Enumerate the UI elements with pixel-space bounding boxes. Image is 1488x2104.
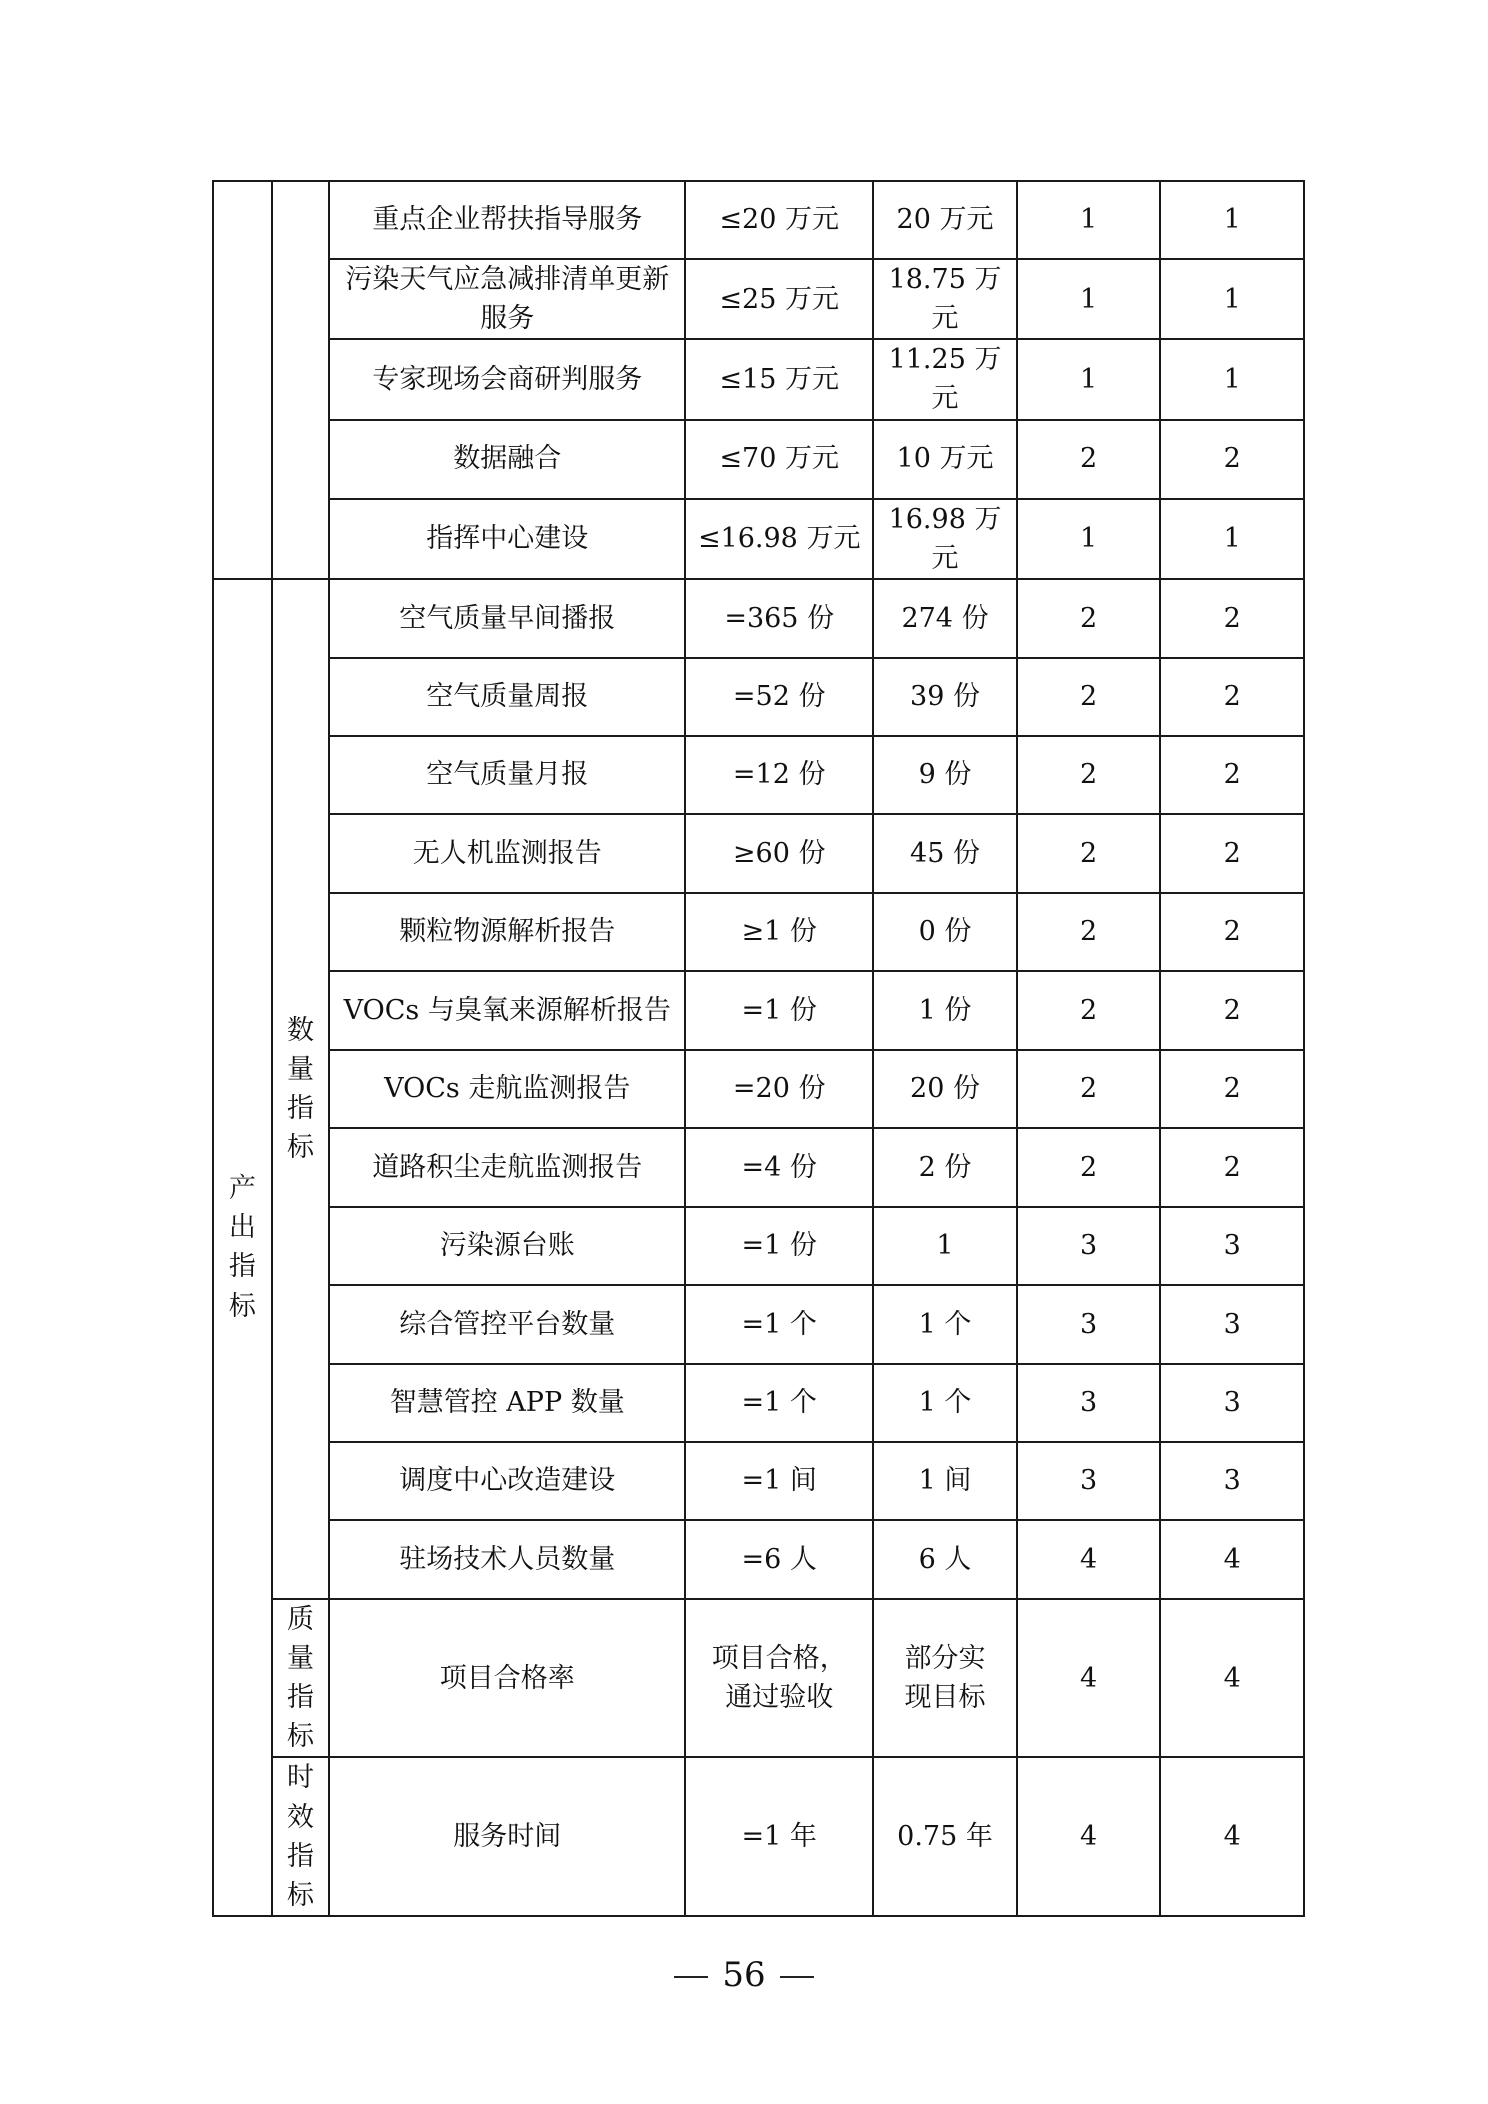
table-row bbox=[213, 499, 1304, 579]
weight-cell: 4 bbox=[1017, 1599, 1161, 1758]
actual-value-cell: 1 个 bbox=[873, 1285, 1017, 1364]
actual-value-cell: 39 份 bbox=[873, 658, 1017, 736]
score-cell: 3 bbox=[1160, 1207, 1304, 1285]
target-value-cell: ≥60 份 bbox=[685, 814, 873, 893]
table-row bbox=[213, 420, 1304, 499]
table-row bbox=[213, 736, 1304, 814]
subcategory-cell-timeliness-label: 时效指标 bbox=[286, 1762, 314, 1911]
indicator-name-cell: 智慧管控 APP 数量 bbox=[329, 1364, 685, 1442]
weight-cell: 2 bbox=[1017, 893, 1161, 971]
table-row bbox=[213, 1207, 1304, 1285]
weight-cell: 3 bbox=[1017, 1442, 1161, 1520]
target-value-cell: ≤25 万元 bbox=[685, 259, 873, 339]
score-cell: 1 bbox=[1160, 259, 1304, 339]
actual-value-cell: 部分实现目标 bbox=[873, 1599, 1017, 1758]
indicator-name-cell: 道路积尘走航监测报告 bbox=[329, 1128, 685, 1207]
actual-value-cell: 9 份 bbox=[873, 736, 1017, 814]
indicator-name-cell: 调度中心改造建设 bbox=[329, 1442, 685, 1520]
table-row bbox=[213, 893, 1304, 971]
table-row bbox=[213, 1285, 1304, 1364]
indicator-name-cell: 综合管控平台数量 bbox=[329, 1285, 685, 1364]
actual-value-cell: 20 万元 bbox=[873, 181, 1017, 259]
actual-value-cell: 11.25 万元 bbox=[873, 339, 1017, 419]
weight-cell: 2 bbox=[1017, 420, 1161, 499]
table-row bbox=[213, 1520, 1304, 1599]
target-value-cell: ≤70 万元 bbox=[685, 420, 873, 499]
table-row bbox=[213, 579, 1304, 658]
target-value-cell: =4 份 bbox=[685, 1128, 873, 1207]
weight-cell: 1 bbox=[1017, 181, 1161, 259]
actual-value-cell: 45 份 bbox=[873, 814, 1017, 893]
actual-value-cell: 10 万元 bbox=[873, 420, 1017, 499]
indicator-name-cell: 项目合格率 bbox=[329, 1599, 685, 1758]
score-cell: 1 bbox=[1160, 339, 1304, 419]
footer-dash-left bbox=[674, 1976, 708, 1978]
target-value-cell: =6 人 bbox=[685, 1520, 873, 1599]
indicator-name-cell: 污染源台账 bbox=[329, 1207, 685, 1285]
indicator-name-cell: 重点企业帮扶指导服务 bbox=[329, 181, 685, 259]
score-cell: 4 bbox=[1160, 1757, 1304, 1916]
indicator-name-cell: 无人机监测报告 bbox=[329, 814, 685, 893]
score-cell: 2 bbox=[1160, 658, 1304, 736]
target-value-cell: =1 份 bbox=[685, 1207, 873, 1285]
page-footer bbox=[0, 1955, 1488, 1995]
target-value-cell: =1 份 bbox=[685, 971, 873, 1050]
category-cell-output bbox=[213, 579, 272, 1916]
indicator-name-cell: 服务时间 bbox=[329, 1757, 685, 1916]
weight-cell: 1 bbox=[1017, 339, 1161, 419]
table-row bbox=[213, 1442, 1304, 1520]
score-cell: 3 bbox=[1160, 1364, 1304, 1442]
category-cell-continued bbox=[213, 181, 272, 579]
table-body bbox=[213, 181, 1304, 1916]
score-cell: 4 bbox=[1160, 1599, 1304, 1758]
table-row bbox=[213, 971, 1304, 1050]
score-cell: 1 bbox=[1160, 181, 1304, 259]
footer-dash-right bbox=[780, 1976, 814, 1978]
weight-cell: 3 bbox=[1017, 1207, 1161, 1285]
table-row bbox=[213, 814, 1304, 893]
subcategory-cell-quality bbox=[272, 1599, 330, 1758]
actual-value-cell: 274 份 bbox=[873, 579, 1017, 658]
target-value-cell: ≤20 万元 bbox=[685, 181, 873, 259]
actual-value-cell: 0.75 年 bbox=[873, 1757, 1017, 1916]
table-row bbox=[213, 339, 1304, 419]
target-value-cell: =1 个 bbox=[685, 1285, 873, 1364]
actual-value-cell: 6 人 bbox=[873, 1520, 1017, 1599]
score-cell: 4 bbox=[1160, 1520, 1304, 1599]
target-value-cell: =1 个 bbox=[685, 1364, 873, 1442]
actual-value-cell: 0 份 bbox=[873, 893, 1017, 971]
weight-cell: 4 bbox=[1017, 1520, 1161, 1599]
score-cell: 2 bbox=[1160, 736, 1304, 814]
target-value-cell: =20 份 bbox=[685, 1050, 873, 1128]
indicator-name-cell: 指挥中心建设 bbox=[329, 499, 685, 579]
indicator-name-cell: 驻场技术人员数量 bbox=[329, 1520, 685, 1599]
table-row bbox=[213, 1128, 1304, 1207]
table-row bbox=[213, 259, 1304, 339]
target-value-cell: =12 份 bbox=[685, 736, 873, 814]
table-row bbox=[213, 1050, 1304, 1128]
weight-cell: 3 bbox=[1017, 1364, 1161, 1442]
weight-cell: 3 bbox=[1017, 1285, 1161, 1364]
indicator-name-cell: 专家现场会商研判服务 bbox=[329, 339, 685, 419]
subcategory-cell-quantity bbox=[272, 579, 330, 1599]
indicator-name-cell: 空气质量月报 bbox=[329, 736, 685, 814]
score-cell: 2 bbox=[1160, 1050, 1304, 1128]
weight-cell: 2 bbox=[1017, 971, 1161, 1050]
indicator-name-cell: 污染天气应急减排清单更新服务 bbox=[329, 259, 685, 339]
weight-cell: 1 bbox=[1017, 259, 1161, 339]
indicator-name-cell: 空气质量早间播报 bbox=[329, 579, 685, 658]
target-value-cell: =52 份 bbox=[685, 658, 873, 736]
page-number: 56 bbox=[722, 1955, 766, 1995]
score-cell: 1 bbox=[1160, 499, 1304, 579]
actual-value-cell: 2 份 bbox=[873, 1128, 1017, 1207]
score-cell: 2 bbox=[1160, 579, 1304, 658]
weight-cell: 2 bbox=[1017, 658, 1161, 736]
weight-cell: 1 bbox=[1017, 499, 1161, 579]
weight-cell: 2 bbox=[1017, 736, 1161, 814]
actual-value-cell: 1 bbox=[873, 1207, 1017, 1285]
weight-cell: 2 bbox=[1017, 579, 1161, 658]
score-cell: 3 bbox=[1160, 1442, 1304, 1520]
indicator-name-cell: VOCs 与臭氧来源解析报告 bbox=[329, 971, 685, 1050]
subcategory-cell-timeliness bbox=[272, 1757, 330, 1916]
table-row bbox=[213, 1599, 1304, 1758]
subcategory-cell-quantity-label: 数量指标 bbox=[286, 1014, 314, 1163]
actual-value-cell: 18.75 万元 bbox=[873, 259, 1017, 339]
score-cell: 2 bbox=[1160, 893, 1304, 971]
indicator-name-cell: 颗粒物源解析报告 bbox=[329, 893, 685, 971]
score-cell: 2 bbox=[1160, 420, 1304, 499]
subcategory-cell-continued bbox=[272, 181, 330, 579]
target-value-cell: =1 间 bbox=[685, 1442, 873, 1520]
performance-indicator-table bbox=[212, 180, 1305, 1917]
target-value-cell: ≥1 份 bbox=[685, 893, 873, 971]
weight-cell: 2 bbox=[1017, 814, 1161, 893]
weight-cell: 4 bbox=[1017, 1757, 1161, 1916]
indicator-name-cell: VOCs 走航监测报告 bbox=[329, 1050, 685, 1128]
target-value-cell: =1 年 bbox=[685, 1757, 873, 1916]
target-value-cell: ≤15 万元 bbox=[685, 339, 873, 419]
target-value-cell: 项目合格，通过验收 bbox=[685, 1599, 873, 1758]
indicator-name-cell: 空气质量周报 bbox=[329, 658, 685, 736]
weight-cell: 2 bbox=[1017, 1050, 1161, 1128]
target-value-cell: =365 份 bbox=[685, 579, 873, 658]
score-cell: 2 bbox=[1160, 814, 1304, 893]
table-row bbox=[213, 181, 1304, 259]
score-cell: 2 bbox=[1160, 1128, 1304, 1207]
weight-cell: 2 bbox=[1017, 1128, 1161, 1207]
target-value-cell: ≤16.98 万元 bbox=[685, 499, 873, 579]
score-cell: 3 bbox=[1160, 1285, 1304, 1364]
subcategory-cell-quality-label: 质量指标 bbox=[286, 1603, 314, 1753]
actual-value-cell: 20 份 bbox=[873, 1050, 1017, 1128]
actual-value-cell: 1 份 bbox=[873, 971, 1017, 1050]
table-row bbox=[213, 658, 1304, 736]
actual-value-cell: 1 个 bbox=[873, 1364, 1017, 1442]
table-row bbox=[213, 1757, 1304, 1916]
actual-value-cell: 16.98 万元 bbox=[873, 499, 1017, 579]
actual-value-cell: 1 间 bbox=[873, 1442, 1017, 1520]
score-cell: 2 bbox=[1160, 971, 1304, 1050]
category-cell-output-label: 产出指标 bbox=[228, 1173, 256, 1322]
indicator-name-cell: 数据融合 bbox=[329, 420, 685, 499]
table-row bbox=[213, 1364, 1304, 1442]
